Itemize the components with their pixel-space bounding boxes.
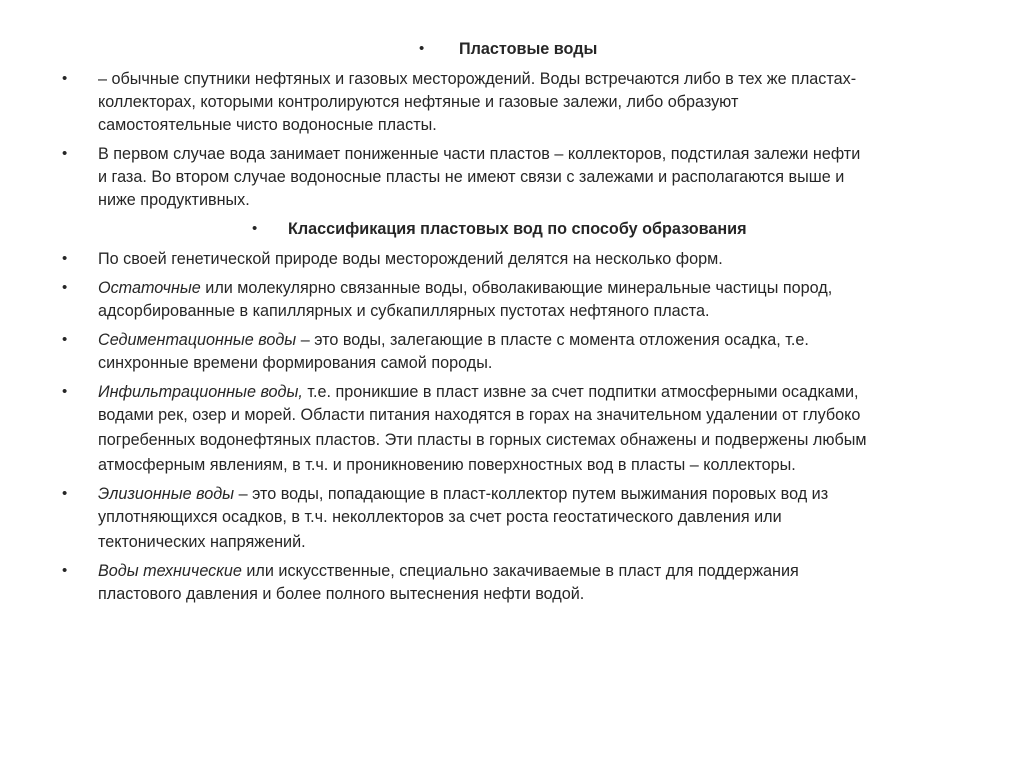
paragraph-line: пластового давления и более полного вытеснения нефти водой.	[98, 585, 585, 603]
bullet: •	[419, 40, 425, 57]
paragraph-line: самостоятельные чисто водоносные пласты.	[98, 116, 437, 134]
paragraph-line: адсорбированные в капиллярных и субкапиллярных пустотах нефтяного пласта.	[98, 302, 710, 320]
paragraph-line	[98, 482, 828, 506]
paragraph-text: – это воды, залегающие в пласте с момента отложения осадка, т.е.	[296, 331, 809, 349]
bullet: •	[62, 145, 68, 162]
paragraph-text: – это воды, попадающие в пласт-коллектор путем выжимания поровых вод из	[234, 485, 829, 503]
bullet: •	[62, 485, 68, 502]
paragraph-line: погребенных водонефтяных пластов. Эти пласты в горных системах обнажены и подвержены любым	[98, 431, 867, 449]
heading-classification: Классификация пластовых вод по способу образования	[288, 220, 747, 238]
bullet: •	[62, 250, 68, 267]
term: Инфильтрационные воды,	[98, 383, 303, 401]
paragraph-line	[98, 380, 859, 404]
bullet: •	[62, 562, 68, 579]
bullet: •	[62, 331, 68, 348]
paragraph-line: тектонических напряжений.	[98, 533, 306, 551]
bullet: •	[252, 220, 258, 237]
paragraph-line: и газа. Во втором случае водоносные пласты не имеют связи с залежами и располагаются выше и	[98, 168, 845, 186]
paragraph-line: – обычные спутники нефтяных и газовых месторождений. Воды встречаются либо в тех же пластах-	[98, 70, 857, 88]
bullet: •	[62, 70, 68, 87]
paragraph-text: т.е. проникшие в пласт извне за счет подпитки атмосферными осадками,	[302, 383, 859, 401]
paragraph-line: В первом случае вода занимает пониженные части пластов – коллекторов, подстилая залежи нефти	[98, 145, 861, 163]
paragraph-line: синхронные времени формирования самой породы.	[98, 354, 493, 372]
paragraph-text: или молекулярно связанные воды, обволакивающие минеральные частицы пород,	[200, 279, 833, 297]
paragraph-line: коллекторах, которыми контролируются нефтяные и газовые залежи, либо образуют	[98, 93, 739, 111]
paragraph-line: атмосферным явлениям, в т.ч. и проникновению поверхностных вод в пласты – коллекторы.	[98, 456, 796, 474]
term: Элизионные воды	[98, 485, 235, 503]
term: Седиментационные воды	[98, 331, 297, 349]
paragraph-line	[98, 559, 799, 583]
bullet: •	[62, 279, 68, 296]
paragraph-line: уплотняющихся осадков, в т.ч. неколлекторов за счет роста геостатического давления или	[98, 508, 782, 526]
paragraph-line	[98, 276, 832, 300]
paragraph-line: ниже продуктивных.	[98, 191, 250, 209]
paragraph-line: По своей генетической природе воды месторождений делятся на несколько форм.	[98, 250, 723, 268]
heading-plastovye-vody: Пластовые воды	[459, 40, 598, 58]
bullet: •	[62, 383, 68, 400]
term: Остаточные	[98, 279, 201, 297]
paragraph-text: или искусственные, специально закачиваемые в пласт для поддержания	[241, 562, 799, 580]
paragraph-line: водами рек, озер и морей. Области питания находятся в горах на значительном удалении от глубоко	[98, 406, 861, 424]
paragraph-line	[98, 328, 809, 352]
term: Воды технические	[98, 562, 242, 580]
